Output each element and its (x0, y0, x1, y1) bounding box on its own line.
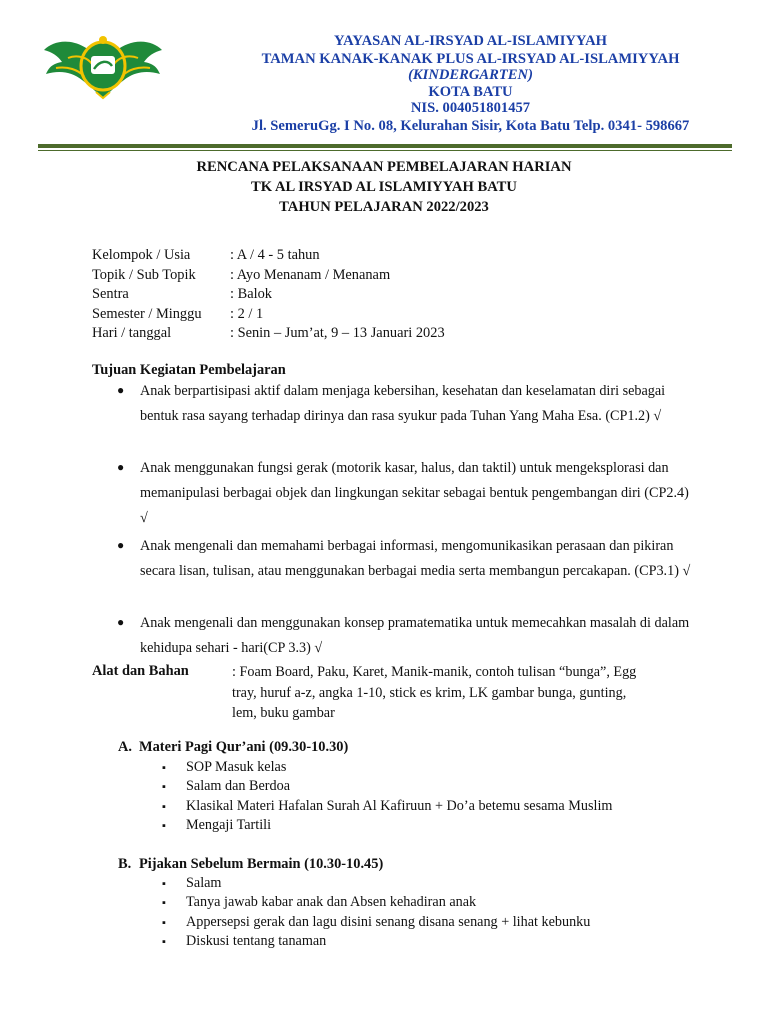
objective-item: Anak menggunakan fungsi gerak (motorik kasar, halus, dan taktil) untuk mengeksplorasi dan memanipulasi berbagai objek dan lingkungan sekitar sebagai bentuk pengembangan diri (CP2.4) √ (140, 460, 689, 526)
school-address: Jl. SemeruGg. I No. 08, Kelurahan Sisir, Kota Batu Telp. 0341- 598667 (251, 118, 690, 134)
square-bullet-icon: ▪ (162, 917, 166, 929)
info-value: : Ayo Menanam / Menanam (230, 267, 391, 283)
bullet-icon: ● (117, 383, 125, 397)
school-subtitle: (KINDERGARTEN) (408, 67, 533, 83)
header-rule (38, 144, 732, 148)
school-nis: NIS. 004051801457 (410, 100, 531, 116)
info-label: Kelompok / Usia (92, 247, 191, 263)
school-name: TAMAN KANAK-KANAK PLUS AL-IRSYAD AL-ISLAMIYYAH (261, 51, 680, 67)
info-label: Sentra (92, 286, 129, 302)
objective-item: Anak berpartisipasi aktif dalam menjaga kebersihan, kesehatan dan keselamatan diri sebagai bentuk rasa sayang terhadap dirinya dan rasa syukur pada Tuhan Yang Maha Esa. (CP1.2) √ (140, 383, 666, 424)
list-item: Salam dan Berdoa (186, 778, 291, 794)
list-item: Appersepsi gerak dan lagu disini senang disana senang + lihat kebunku (186, 914, 591, 930)
bullet-icon: ● (117, 460, 125, 474)
list-item: Klasikal Materi Hafalan Surah Al Kafiruun + Do’a betemu sesama Muslim (186, 798, 613, 814)
info-value: : Senin – Jum’at, 9 – 13 Januari 2023 (230, 325, 445, 341)
section-b-heading (118, 856, 383, 873)
info-label: Semester / Minggu (92, 306, 202, 322)
list-item: Tanya jawab kabar anak dan Absen kehadiran anak (186, 894, 477, 910)
foundation-name: YAYASAN AL-IRSYAD AL-ISLAMIYYAH (333, 33, 608, 49)
info-value: : Balok (230, 286, 272, 302)
list-item: SOP Masuk kelas (186, 759, 287, 775)
square-bullet-icon: ▪ (162, 878, 166, 890)
header-rule-thin (38, 150, 732, 151)
materials-value: : Foam Board, Paku, Karet, Manik-manik, contoh tulisan “bunga”, Egg tray, huruf a-z, angka 1-10, stick es krim, LK gambar bunga, gunting, lem, buku gambar (232, 664, 637, 721)
materials-label: Alat dan Bahan (92, 663, 189, 679)
section-title: Materi Pagi Qur’ani (09.30-10.30) (139, 739, 349, 755)
doc-subtitle: TK AL IRSYAD AL ISLAMIYYAH BATU (251, 179, 517, 195)
square-bullet-icon: ▪ (162, 897, 166, 909)
list-item: Salam (186, 875, 222, 891)
school-logo (42, 28, 164, 100)
doc-title: RENCANA PELAKSANAAN PEMBELAJARAN HARIAN (196, 159, 572, 175)
section-a-heading (118, 739, 348, 756)
square-bullet-icon: ▪ (162, 936, 166, 948)
info-value: : A / 4 - 5 tahun (230, 247, 320, 263)
info-label: Hari / tanggal (92, 325, 172, 341)
bullet-icon: ● (117, 615, 125, 629)
list-item: Diskusi tentang tanaman (186, 933, 327, 949)
objectives-heading: Tujuan Kegiatan Pembelajaran (92, 362, 286, 378)
list-item: Mengaji Tartili (186, 817, 272, 833)
school-city: KOTA BATU (428, 84, 513, 100)
square-bullet-icon: ▪ (162, 781, 166, 793)
square-bullet-icon: ▪ (162, 820, 166, 832)
section-letter: A. (118, 739, 132, 755)
square-bullet-icon: ▪ (162, 801, 166, 813)
section-letter: B. (118, 856, 132, 872)
section-title: Pijakan Sebelum Bermain (10.30-10.45) (139, 856, 384, 872)
bullet-icon: ● (117, 538, 125, 552)
doc-year: TAHUN PELAJARAN 2022/2023 (279, 199, 489, 215)
objective-item: Anak mengenali dan menggunakan konsep pramatematika untuk memecahkan masalah di dalam kehidupa sehari - hari(CP 3.3) √ (140, 615, 690, 656)
objective-item: Anak mengenali dan memahami berbagai informasi, mengomunikasikan perasaan dan pikiran secara lisan, tulisan, atau menggunakan berbagai media serta membangun percakapan. (CP3.1) √ (140, 538, 691, 579)
info-value: : 2 / 1 (230, 306, 264, 322)
square-bullet-icon: ▪ (162, 762, 166, 774)
info-label: Topik / Sub Topik (92, 267, 196, 283)
